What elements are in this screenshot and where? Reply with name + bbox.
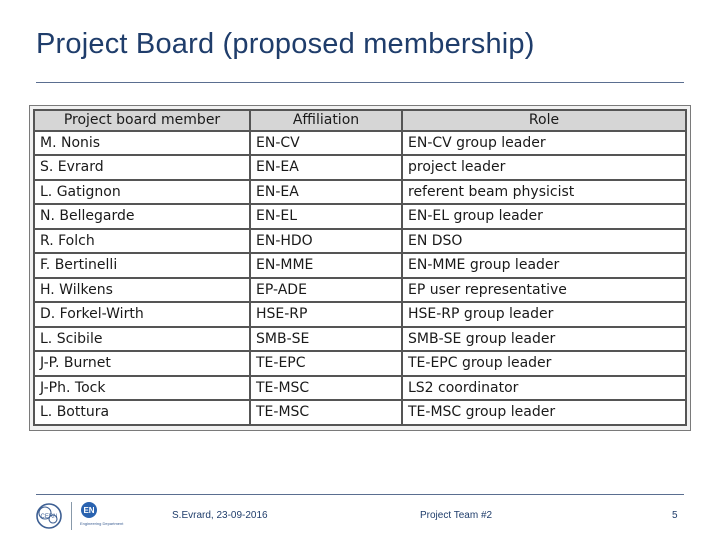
cell-role: EN-EL group leader (403, 205, 687, 230)
cell-member: F. Bertinelli (33, 254, 251, 279)
header-affiliation: Affiliation (251, 109, 403, 132)
cell-member: J-P. Burnet (33, 352, 251, 377)
cell-role: EN-CV group leader (403, 132, 687, 157)
cell-role: referent beam physicist (403, 181, 687, 206)
footer-event: Project Team #2 (420, 510, 493, 521)
cell-member: L. Bottura (33, 401, 251, 426)
cell-member: H. Wilkens (33, 279, 251, 304)
svg-text:CERN: CERN (40, 514, 58, 520)
table-row (33, 401, 687, 426)
page-number: 5 (672, 510, 678, 521)
table-row (33, 230, 687, 255)
cell-member: M. Nonis (33, 132, 251, 157)
cell-role: SMB-SE group leader (403, 328, 687, 353)
cell-affiliation: EN-EL (251, 205, 403, 230)
table-row (33, 132, 687, 157)
board-table (33, 109, 687, 426)
table-row (33, 328, 687, 353)
header-member: Project board member (33, 109, 251, 132)
board-table-body (33, 109, 687, 426)
title-divider (36, 82, 684, 83)
logo-divider (71, 502, 72, 530)
cern-logo-icon (33, 502, 65, 530)
cell-affiliation: TE-MSC (251, 377, 403, 402)
cell-affiliation: EN-EA (251, 181, 403, 206)
cell-affiliation: TE-MSC (251, 401, 403, 426)
en-department-logo-icon (78, 501, 124, 531)
table-row (33, 352, 687, 377)
cell-member: L. Scibile (33, 328, 251, 353)
cell-member: R. Folch (33, 230, 251, 255)
cell-role: EN DSO (403, 230, 687, 255)
table-row (33, 254, 687, 279)
cell-member: S. Evrard (33, 156, 251, 181)
table-row (33, 181, 687, 206)
cell-role: project leader (403, 156, 687, 181)
cell-member: D. Forkel-Wirth (33, 303, 251, 328)
cell-role: EN-MME group leader (403, 254, 687, 279)
cell-role: HSE-RP group leader (403, 303, 687, 328)
footer-author-date: S.Evrard, 23-09-2016 (172, 510, 268, 521)
table-row (33, 156, 687, 181)
cell-affiliation: EN-HDO (251, 230, 403, 255)
header-role: Role (403, 109, 687, 132)
cell-affiliation: SMB-SE (251, 328, 403, 353)
table-frame (29, 105, 691, 431)
cell-member: N. Bellegarde (33, 205, 251, 230)
cell-affiliation: EN-EA (251, 156, 403, 181)
cell-role: TE-MSC group leader (403, 401, 687, 426)
svg-text:Engineering Department: Engineering Department (80, 521, 124, 526)
table-row (33, 377, 687, 402)
cell-role: TE-EPC group leader (403, 352, 687, 377)
slide-title: Project Board (proposed membership) (36, 28, 535, 60)
cell-member: L. Gatignon (33, 181, 251, 206)
cell-affiliation: EN-MME (251, 254, 403, 279)
table-row (33, 205, 687, 230)
cell-affiliation: EP-ADE (251, 279, 403, 304)
cell-role: LS2 coordinator (403, 377, 687, 402)
cell-affiliation: TE-EPC (251, 352, 403, 377)
cell-affiliation: EN-CV (251, 132, 403, 157)
cell-member: J-Ph. Tock (33, 377, 251, 402)
footer-divider (36, 494, 684, 495)
svg-text:EN: EN (83, 506, 95, 515)
table-header-row (33, 109, 687, 132)
table-row (33, 279, 687, 304)
table-row (33, 303, 687, 328)
cell-role: EP user representative (403, 279, 687, 304)
cell-affiliation: HSE-RP (251, 303, 403, 328)
